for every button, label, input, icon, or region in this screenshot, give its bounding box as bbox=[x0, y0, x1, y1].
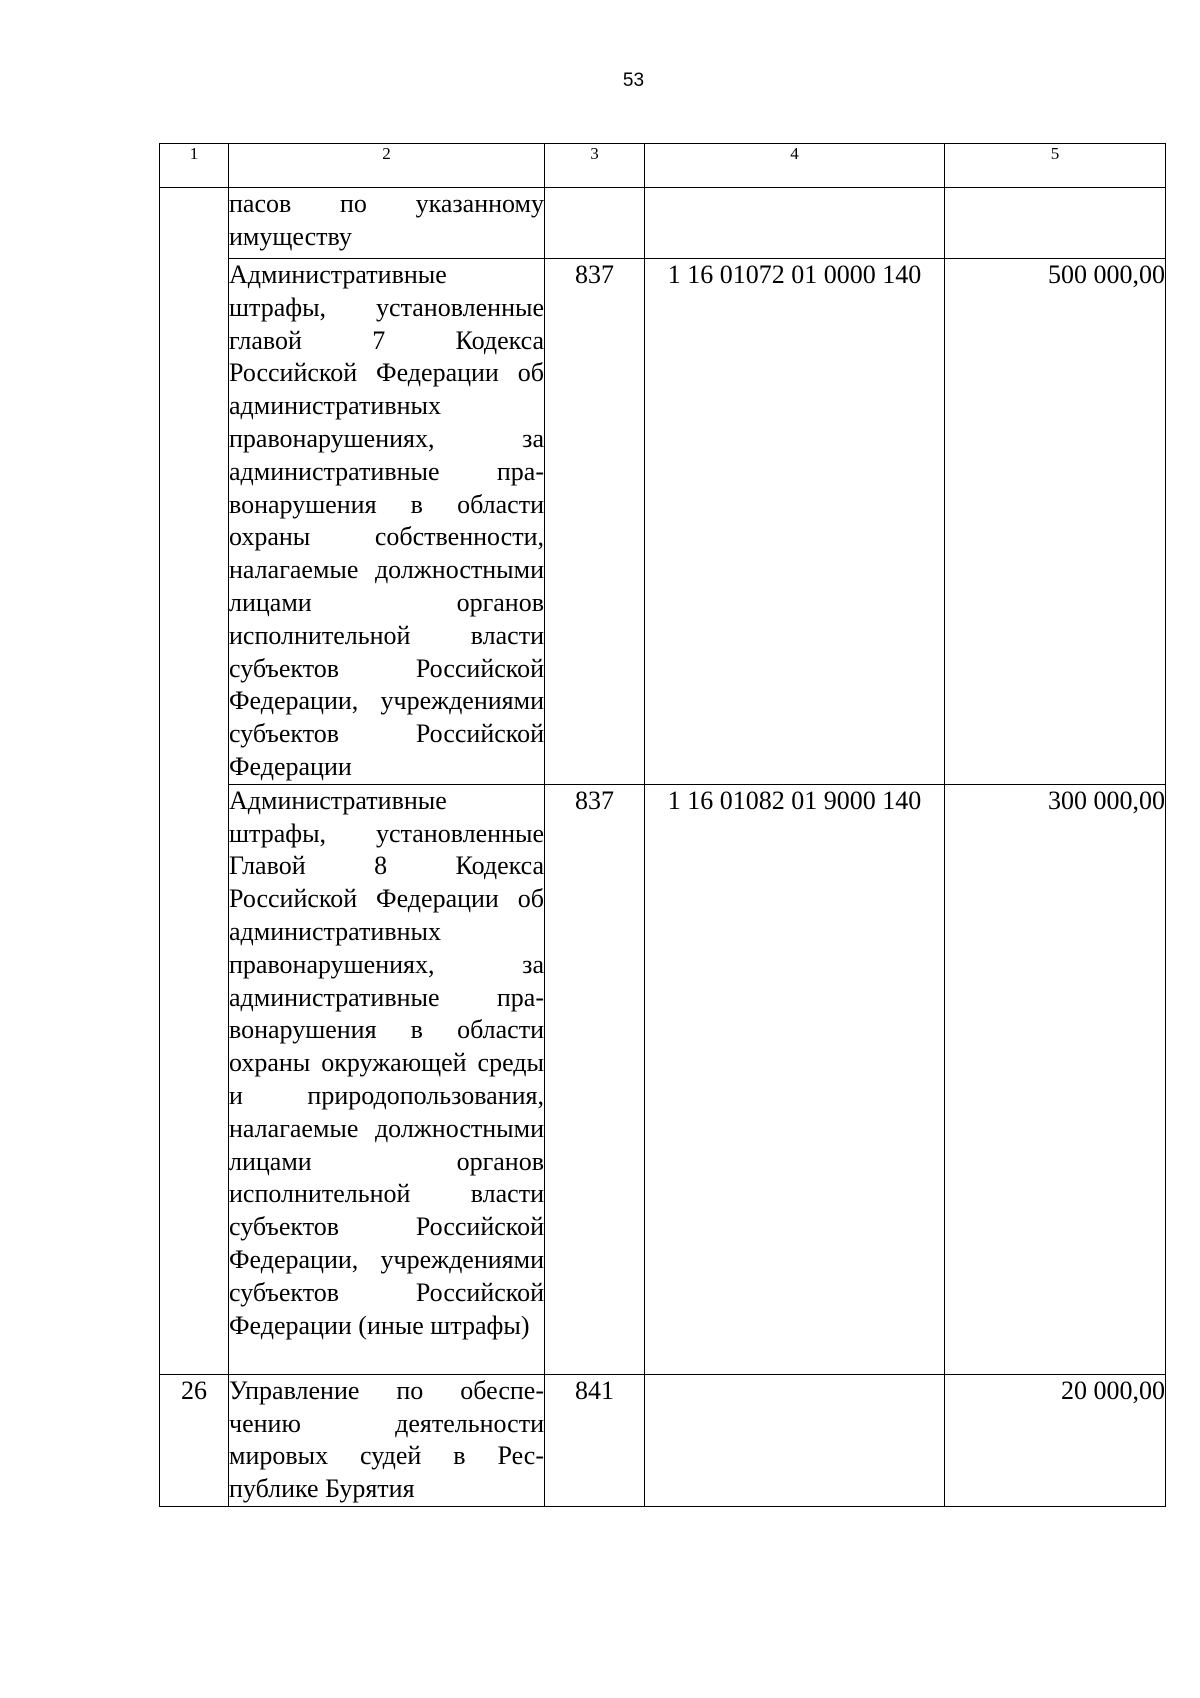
row-name: пасов по указанному имуществу bbox=[229, 188, 545, 259]
row-admin-code: 837 bbox=[545, 259, 645, 785]
header-col-1: 1 bbox=[160, 144, 229, 188]
row-amount: 500 000,00 bbox=[945, 259, 1166, 785]
row-number: 26 bbox=[160, 1374, 229, 1506]
row-budget-code: 1 16 01082 01 9000 140 bbox=[645, 784, 945, 1374]
page-number: 53 bbox=[622, 70, 645, 91]
header-col-3: 3 bbox=[545, 144, 645, 188]
table-row bbox=[160, 1374, 1166, 1506]
header-col-4: 4 bbox=[645, 144, 945, 188]
header-col-5: 5 bbox=[945, 144, 1166, 188]
table-row bbox=[160, 784, 1166, 1374]
row-name: Управление по обеспечению деятельности мировых судей в Республике Бурятия bbox=[229, 1374, 545, 1506]
row-amount: 20 000,00 bbox=[945, 1374, 1166, 1506]
row-number bbox=[160, 784, 229, 1374]
row-budget-code bbox=[645, 1374, 945, 1506]
row-admin-code: 837 bbox=[545, 784, 645, 1374]
header-col-2: 2 bbox=[229, 144, 545, 188]
table-row bbox=[160, 259, 1166, 785]
row-amount: 300 000,00 bbox=[945, 784, 1166, 1374]
table-header-row bbox=[160, 144, 1166, 188]
row-admin-code bbox=[545, 188, 645, 259]
row-budget-code bbox=[645, 188, 945, 259]
row-name: Административные штрафы, установленные Главой 8 Кодекса Российской Федерации об административных правонарушениях, за административные правонарушения в области охраны окружающей среды и природопользования, налагаемые должностными лицами органов исполнительной власти субъектов Российской Федерации, учреждениями субъектов Российской Федерации (иные штрафы) bbox=[229, 784, 545, 1374]
row-budget-code: 1 16 01072 01 0000 140 bbox=[645, 259, 945, 785]
table-row bbox=[160, 188, 1166, 259]
row-admin-code: 841 bbox=[545, 1374, 645, 1506]
row-name: Административные штрафы, установленные главой 7 Кодекса Российской Федерации об административных правонарушениях, за административные правонарушения в области охраны собственности, налагаемые должностными лицами органов исполнительной власти субъектов Российской Федерации, учреждениями субъектов Российской Федерации bbox=[229, 259, 545, 785]
row-number bbox=[160, 188, 229, 259]
row-number bbox=[160, 259, 229, 785]
budget-table bbox=[159, 143, 1166, 1507]
row-amount bbox=[945, 188, 1166, 259]
